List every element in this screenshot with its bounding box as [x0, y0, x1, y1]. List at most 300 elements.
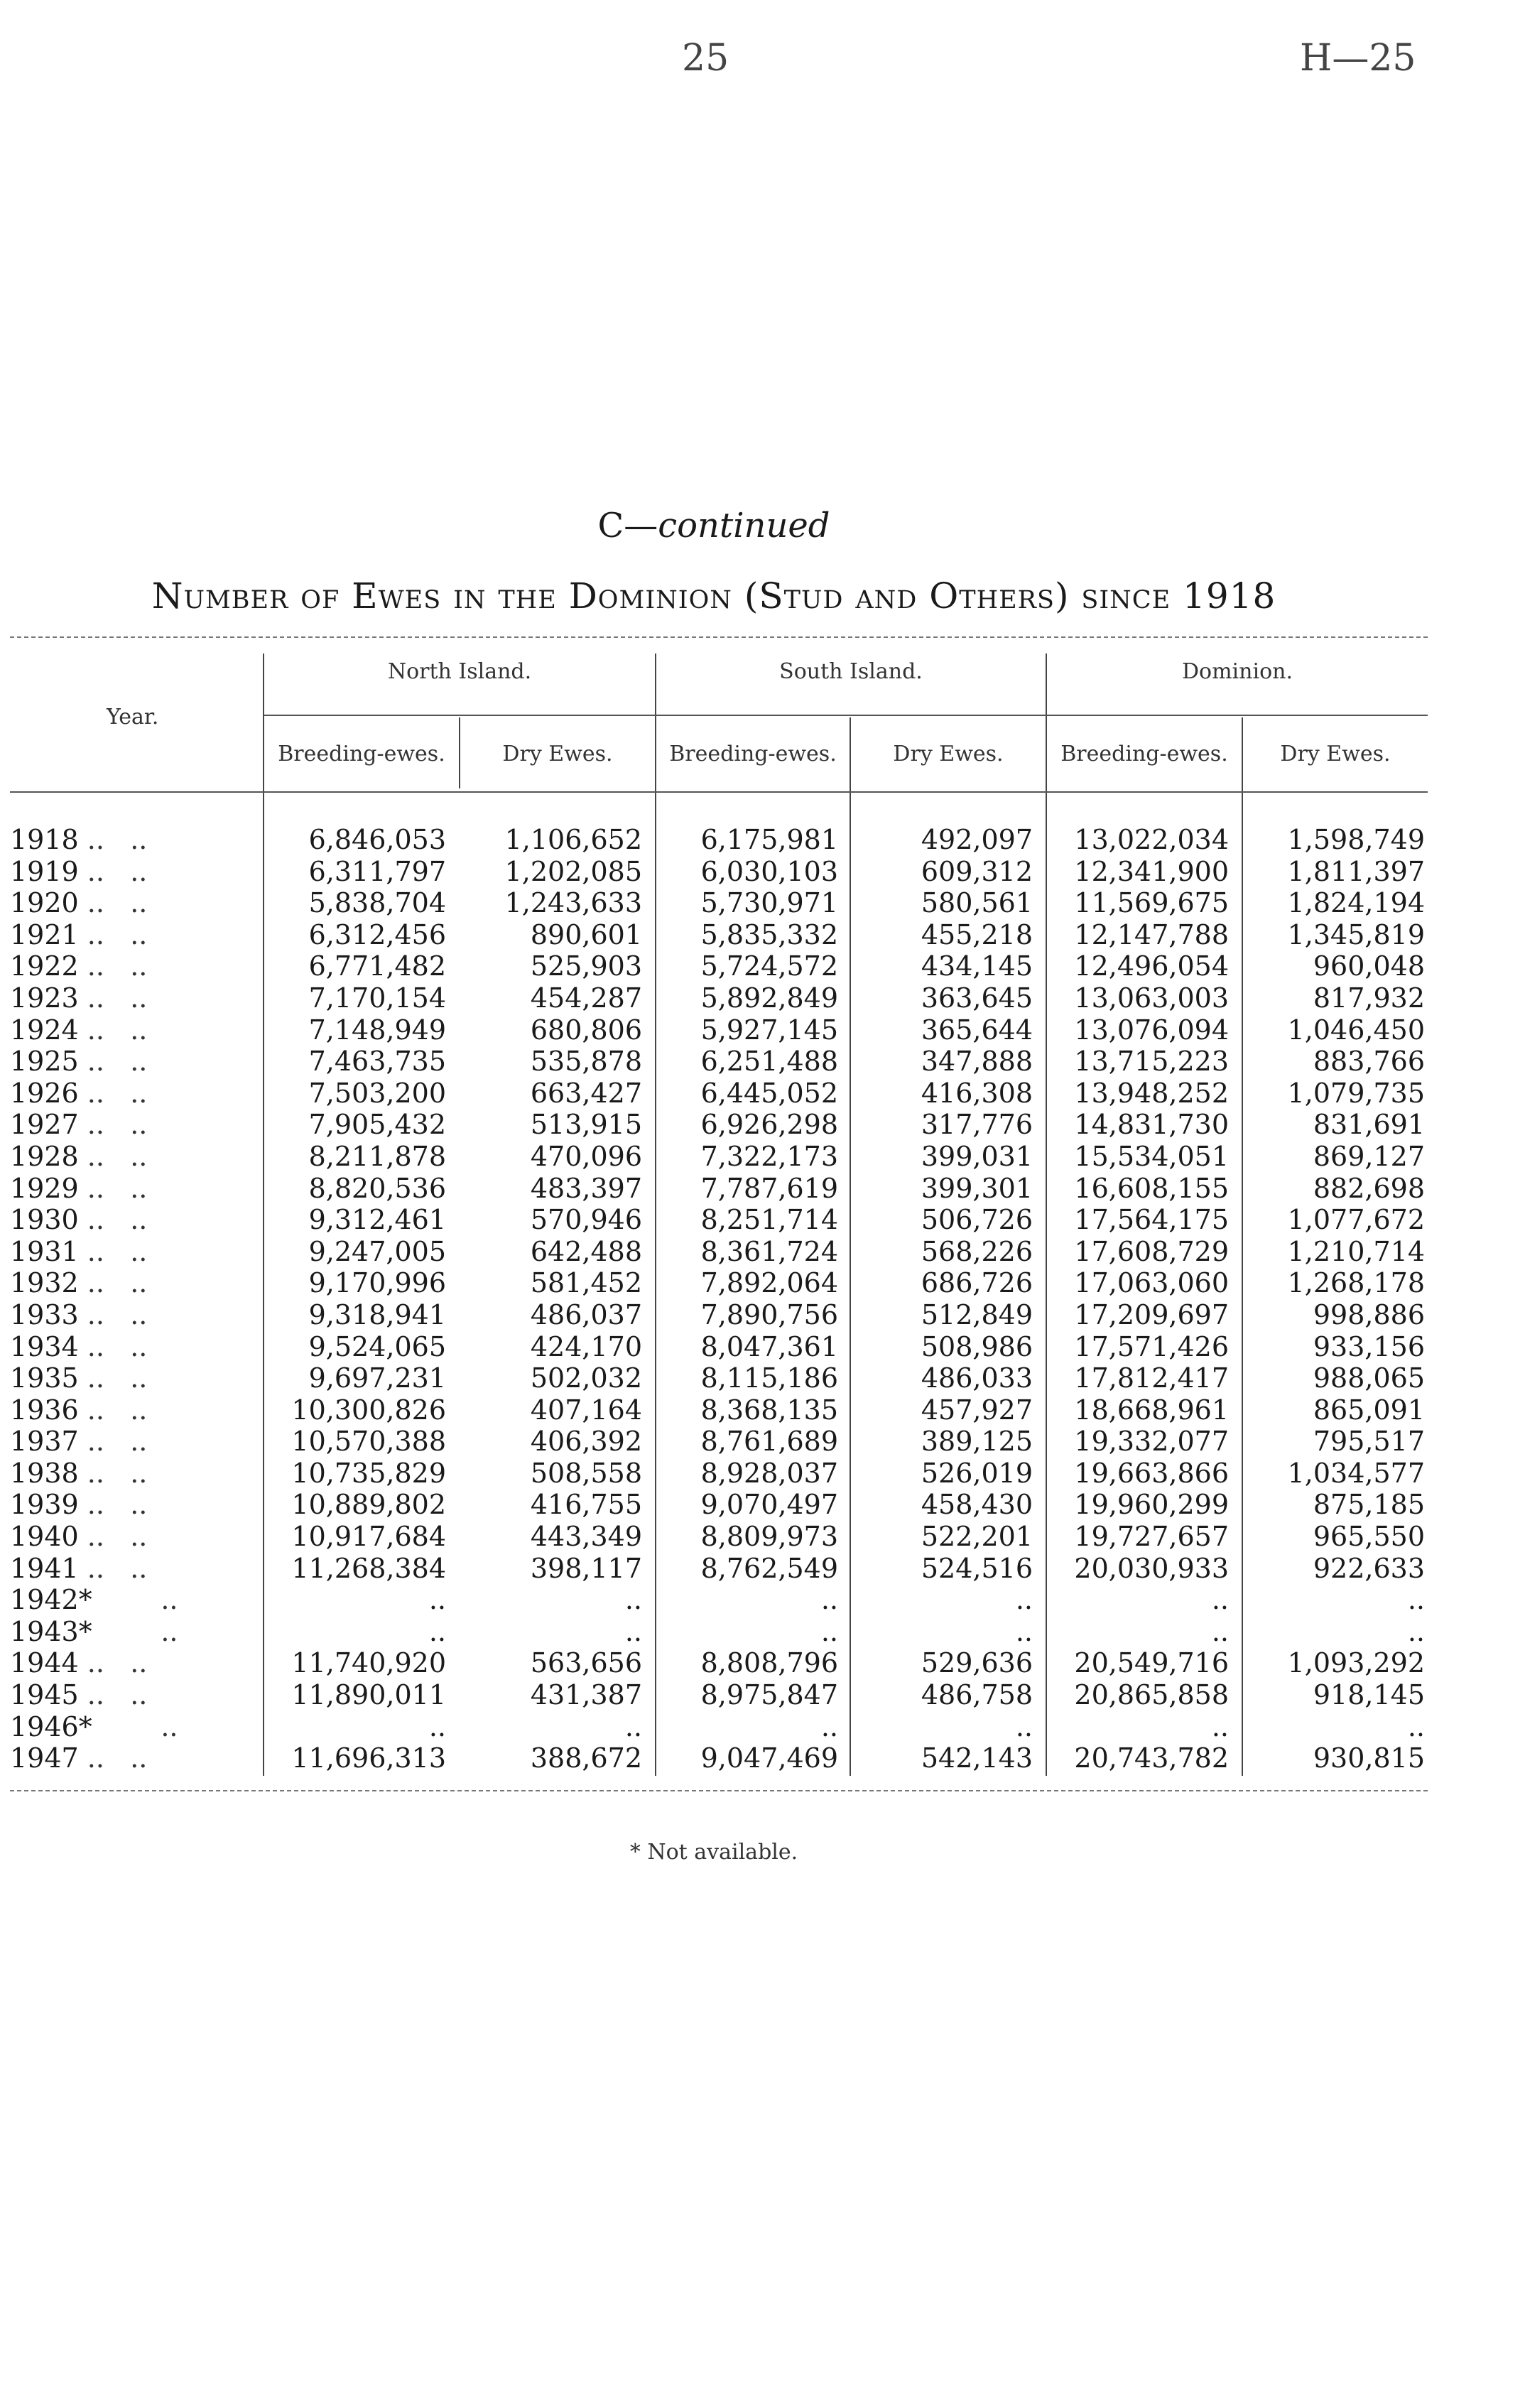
- value-cell: 9,047,469: [700, 1742, 838, 1774]
- value-cell: 1,243,633: [504, 887, 642, 919]
- leader-dots: .. ..: [78, 1172, 148, 1204]
- year-value: 1918: [10, 824, 79, 855]
- year-cell: [10, 1362, 244, 1394]
- value-cell: 19,960,299: [1074, 1489, 1229, 1521]
- leader-dots: .. ..: [78, 824, 148, 855]
- value-cell: 363,645: [921, 982, 1033, 1014]
- year-cell: [10, 1014, 244, 1046]
- group-header-dominion: Dominion.: [1182, 659, 1293, 684]
- leader-dots: .. ..: [78, 950, 148, 982]
- value-cell: 8,251,714: [700, 1204, 838, 1236]
- value-cell: 6,030,103: [700, 855, 838, 887]
- bottom-rule: [10, 1790, 1428, 1791]
- value-cell: 398,117: [530, 1552, 642, 1584]
- value-cell: 8,361,724: [700, 1235, 838, 1267]
- value-cell: 5,927,145: [700, 1014, 838, 1046]
- value-cell: 525,903: [530, 950, 642, 982]
- leader-dots: .. ..: [78, 887, 148, 919]
- leader-dots: .. ..: [78, 1394, 148, 1426]
- value-cell: 10,735,829: [291, 1457, 446, 1489]
- value-cell: ..: [428, 1584, 446, 1616]
- value-cell: 8,808,796: [700, 1647, 838, 1679]
- value-cell: 492,097: [921, 824, 1033, 855]
- subheader-north-breeding-ewes: Breeding-ewes.: [278, 742, 445, 766]
- value-cell: 389,125: [921, 1426, 1033, 1458]
- table-row: [10, 824, 1425, 856]
- value-cell: 486,758: [921, 1679, 1033, 1711]
- value-cell: 17,063,060: [1074, 1267, 1229, 1299]
- value-cell: 17,571,426: [1074, 1330, 1229, 1362]
- table-row: [10, 1141, 1425, 1173]
- value-cell: 12,341,900: [1074, 855, 1229, 887]
- value-cell: ..: [1211, 1615, 1229, 1647]
- value-cell: ..: [820, 1710, 838, 1742]
- value-cell: 663,427: [530, 1077, 642, 1109]
- value-cell: 563,656: [530, 1647, 642, 1679]
- value-cell: 1,079,735: [1287, 1077, 1425, 1109]
- leader-dots: .. ..: [78, 1298, 148, 1330]
- table-row: [10, 1426, 1425, 1458]
- year-cell: [10, 1616, 244, 1648]
- value-cell: 431,387: [530, 1679, 642, 1711]
- value-cell: 506,726: [921, 1204, 1033, 1236]
- value-cell: 529,636: [921, 1647, 1033, 1679]
- value-cell: 17,608,729: [1074, 1235, 1229, 1267]
- value-cell: 399,031: [921, 1140, 1033, 1172]
- value-cell: 7,787,619: [700, 1172, 838, 1204]
- value-cell: ..: [1407, 1584, 1425, 1616]
- value-cell: 890,601: [530, 918, 642, 950]
- value-cell: 8,368,135: [700, 1394, 838, 1426]
- value-cell: 865,091: [1313, 1394, 1425, 1426]
- value-cell: 16,608,155: [1074, 1172, 1229, 1204]
- subheader-north-dry-ewes: Dry Ewes.: [502, 742, 613, 766]
- value-cell: 1,345,819: [1287, 918, 1425, 950]
- value-cell: 883,766: [1313, 1046, 1425, 1078]
- value-cell: 10,300,826: [291, 1394, 446, 1426]
- value-cell: ..: [1407, 1615, 1425, 1647]
- table-row: [10, 1331, 1425, 1363]
- year-cell: [10, 1458, 244, 1490]
- leader-dots: .. ..: [78, 1742, 148, 1774]
- value-cell: 486,037: [530, 1298, 642, 1330]
- value-cell: 6,445,052: [700, 1077, 838, 1109]
- table-row: [10, 1489, 1425, 1521]
- value-cell: 965,550: [1313, 1521, 1425, 1553]
- value-cell: 18,668,961: [1074, 1394, 1229, 1426]
- value-cell: 1,598,749: [1287, 824, 1425, 855]
- year-cell: [10, 1426, 244, 1458]
- value-cell: 317,776: [921, 1109, 1033, 1141]
- value-cell: 12,147,788: [1074, 918, 1229, 950]
- group-underline: [264, 715, 1428, 716]
- value-cell: 1,106,652: [504, 824, 642, 855]
- value-cell: 508,986: [921, 1330, 1033, 1362]
- value-cell: 8,762,549: [700, 1552, 838, 1584]
- value-cell: 960,048: [1313, 950, 1425, 982]
- value-cell: 6,846,053: [308, 824, 446, 855]
- value-cell: 9,312,461: [308, 1204, 446, 1236]
- year-value: 1923: [10, 982, 79, 1014]
- year-cell: [10, 1331, 244, 1363]
- value-cell: 457,927: [921, 1394, 1033, 1426]
- table-row: [10, 1679, 1425, 1711]
- value-cell: 609,312: [921, 855, 1033, 887]
- value-cell: 5,892,849: [700, 982, 838, 1014]
- value-cell: 13,063,003: [1074, 982, 1229, 1014]
- leader-dots: .. ..: [78, 855, 148, 887]
- value-cell: 11,696,313: [291, 1742, 446, 1774]
- year-cell: [10, 1141, 244, 1173]
- value-cell: ..: [428, 1615, 446, 1647]
- value-cell: ..: [428, 1710, 446, 1742]
- value-cell: 7,322,173: [700, 1140, 838, 1172]
- value-cell: 443,349: [530, 1521, 642, 1553]
- table-row: [10, 1204, 1425, 1236]
- value-cell: 1,202,085: [504, 855, 642, 887]
- value-cell: ..: [1211, 1710, 1229, 1742]
- table-row: [10, 1267, 1425, 1299]
- value-cell: 1,093,292: [1287, 1647, 1425, 1679]
- value-cell: ..: [1015, 1615, 1033, 1647]
- value-cell: 20,030,933: [1074, 1552, 1229, 1584]
- value-cell: 13,076,094: [1074, 1014, 1229, 1046]
- leader-dots: .. ..: [78, 982, 148, 1014]
- value-cell: 483,397: [530, 1172, 642, 1204]
- leader-dots: .. ..: [78, 1426, 148, 1458]
- value-cell: 7,463,735: [308, 1046, 446, 1078]
- leader-dots: .. ..: [78, 1457, 148, 1489]
- table-row: [10, 1014, 1425, 1046]
- value-cell: 6,251,488: [700, 1046, 838, 1078]
- year-column-header: Year.: [107, 705, 159, 730]
- leader-dots: .. ..: [78, 1014, 148, 1046]
- subheader-dominion-breeding-ewes: Breeding-ewes.: [1060, 742, 1228, 766]
- value-cell: 1,046,450: [1287, 1014, 1425, 1046]
- value-cell: 19,727,657: [1074, 1521, 1229, 1553]
- value-cell: 8,820,536: [308, 1172, 446, 1204]
- value-cell: 6,175,981: [700, 824, 838, 855]
- year-cell: [10, 824, 244, 856]
- value-cell: 9,524,065: [308, 1330, 446, 1362]
- value-cell: 7,890,756: [700, 1298, 838, 1330]
- value-cell: 522,201: [921, 1521, 1033, 1553]
- value-cell: 526,019: [921, 1457, 1033, 1489]
- value-cell: 19,332,077: [1074, 1426, 1229, 1458]
- value-cell: 7,170,154: [308, 982, 446, 1014]
- table-row: [10, 1647, 1425, 1679]
- leader-dots: .. ..: [78, 1204, 148, 1236]
- year-value: 1933: [10, 1298, 79, 1330]
- header-bottom-rule: [10, 791, 1428, 793]
- table-body: [10, 824, 1425, 1774]
- value-cell: 502,032: [530, 1362, 642, 1394]
- leader-dots: .. ..: [78, 918, 148, 950]
- value-cell: 7,148,949: [308, 1014, 446, 1046]
- value-cell: 10,917,684: [291, 1521, 446, 1553]
- leader-dots: .. ..: [78, 1330, 148, 1362]
- value-cell: 13,948,252: [1074, 1077, 1229, 1109]
- table-row: [10, 1299, 1425, 1331]
- value-cell: 17,812,417: [1074, 1362, 1229, 1394]
- value-cell: 8,809,973: [700, 1521, 838, 1553]
- subheader-south-dry-ewes: Dry Ewes.: [893, 742, 1004, 766]
- year-cell: [10, 1742, 244, 1774]
- value-cell: 998,886: [1313, 1298, 1425, 1330]
- value-cell: 6,311,797: [308, 855, 446, 887]
- leader-dots: ..: [92, 1710, 178, 1742]
- value-cell: 1,034,577: [1287, 1457, 1425, 1489]
- year-value: 1940: [10, 1521, 79, 1553]
- value-cell: 416,308: [921, 1077, 1033, 1109]
- value-cell: 869,127: [1313, 1140, 1425, 1172]
- value-cell: 8,975,847: [700, 1679, 838, 1711]
- value-cell: ..: [1407, 1710, 1425, 1742]
- table-title: Number of Ewes in the Dominion (Stud and Others) since 1918: [151, 575, 1276, 617]
- value-cell: 470,096: [530, 1140, 642, 1172]
- value-cell: 11,268,384: [291, 1552, 446, 1584]
- page-number: 25: [682, 37, 729, 80]
- value-cell: 581,452: [530, 1267, 642, 1299]
- value-cell: 508,558: [530, 1457, 642, 1489]
- value-cell: 399,301: [921, 1172, 1033, 1204]
- year-cell: [10, 1647, 244, 1679]
- leader-dots: ..: [92, 1615, 178, 1647]
- table-row: [10, 1109, 1425, 1141]
- value-cell: 20,865,858: [1074, 1679, 1229, 1711]
- value-cell: 17,564,175: [1074, 1204, 1229, 1236]
- value-cell: 513,915: [530, 1109, 642, 1141]
- value-cell: 9,247,005: [308, 1235, 446, 1267]
- table-row: [10, 856, 1425, 888]
- top-rule: [10, 636, 1428, 638]
- value-cell: 1,210,714: [1287, 1235, 1425, 1267]
- year-value: 1944: [10, 1647, 79, 1679]
- subheader-south-breeding-ewes: Breeding-ewes.: [669, 742, 837, 766]
- year-cell: [10, 1046, 244, 1078]
- value-cell: 365,644: [921, 1014, 1033, 1046]
- year-value: 1941: [10, 1552, 79, 1584]
- leader-dots: .. ..: [78, 1140, 148, 1172]
- year-value: 1930: [10, 1204, 79, 1236]
- value-cell: 406,392: [530, 1426, 642, 1458]
- leader-dots: .. ..: [78, 1046, 148, 1078]
- value-cell: 13,022,034: [1074, 824, 1229, 855]
- year-value: 1932: [10, 1267, 79, 1299]
- value-cell: ..: [1015, 1710, 1033, 1742]
- leader-dots: .. ..: [78, 1489, 148, 1521]
- year-value: 1947: [10, 1742, 79, 1774]
- leader-dots: .. ..: [78, 1109, 148, 1141]
- value-cell: 831,691: [1313, 1109, 1425, 1141]
- year-value: 1921: [10, 918, 79, 950]
- table-row: [10, 1173, 1425, 1205]
- year-cell: [10, 950, 244, 982]
- leader-dots: .. ..: [78, 1647, 148, 1679]
- table-row: [10, 982, 1425, 1014]
- value-cell: 795,517: [1313, 1426, 1425, 1458]
- year-value: 1931: [10, 1235, 79, 1267]
- value-cell: ..: [624, 1710, 642, 1742]
- table-row: [10, 1394, 1425, 1426]
- year-cell: [10, 887, 244, 919]
- ewes-data-table: [10, 824, 1425, 1774]
- leader-dots: .. ..: [78, 1521, 148, 1553]
- year-cell: [10, 1489, 244, 1521]
- value-cell: 642,488: [530, 1235, 642, 1267]
- value-cell: 580,561: [921, 887, 1033, 919]
- value-cell: 6,926,298: [700, 1109, 838, 1141]
- value-cell: 20,743,782: [1074, 1742, 1229, 1774]
- value-cell: ..: [1015, 1584, 1033, 1616]
- year-cell: [10, 1679, 244, 1711]
- value-cell: 13,715,223: [1074, 1046, 1229, 1078]
- year-value: 1945: [10, 1679, 79, 1711]
- value-cell: 1,077,672: [1287, 1204, 1425, 1236]
- value-cell: 11,740,920: [291, 1647, 446, 1679]
- table-row: [10, 1362, 1425, 1394]
- year-value: 1920: [10, 887, 79, 919]
- table-row: [10, 1521, 1425, 1553]
- leader-dots: .. ..: [78, 1077, 148, 1109]
- page-code: H—25: [1300, 37, 1416, 80]
- year-cell: [10, 1078, 244, 1110]
- value-cell: 9,318,941: [308, 1298, 446, 1330]
- year-cell: [10, 1299, 244, 1331]
- leader-dots: .. ..: [78, 1552, 148, 1584]
- value-cell: 458,430: [921, 1489, 1033, 1521]
- leader-dots: .. ..: [78, 1267, 148, 1299]
- subheader-dominion-dry-ewes: Dry Ewes.: [1280, 742, 1391, 766]
- value-cell: 9,697,231: [308, 1362, 446, 1394]
- year-cell: [10, 1553, 244, 1585]
- year-cell: [10, 982, 244, 1014]
- value-cell: 5,724,572: [700, 950, 838, 982]
- value-cell: 568,226: [921, 1235, 1033, 1267]
- value-cell: 922,633: [1313, 1552, 1425, 1584]
- value-cell: 542,143: [921, 1742, 1033, 1774]
- year-cell: [10, 1521, 244, 1553]
- year-value: 1938: [10, 1457, 79, 1489]
- leader-dots: ..: [92, 1584, 178, 1616]
- year-value: 1946*: [10, 1710, 92, 1742]
- table-row: [10, 1553, 1425, 1585]
- value-cell: 8,115,186: [700, 1362, 838, 1394]
- year-cell: [10, 1394, 244, 1426]
- footnote: * Not available.: [629, 1840, 798, 1865]
- year-value: 1927: [10, 1109, 79, 1141]
- value-cell: 17,209,697: [1074, 1298, 1229, 1330]
- value-cell: 11,569,675: [1074, 887, 1229, 919]
- year-cell: [10, 1267, 244, 1299]
- value-cell: 1,811,397: [1287, 855, 1425, 887]
- value-cell: 347,888: [921, 1046, 1033, 1078]
- value-cell: 5,730,971: [700, 887, 838, 919]
- value-cell: 6,771,482: [308, 950, 446, 982]
- value-cell: 424,170: [530, 1330, 642, 1362]
- value-cell: 8,211,878: [308, 1140, 446, 1172]
- group-header-north-island: North Island.: [387, 659, 532, 684]
- value-cell: 12,496,054: [1074, 950, 1229, 982]
- value-cell: ..: [1211, 1584, 1229, 1616]
- year-value: 1942*: [10, 1584, 92, 1616]
- value-cell: 7,905,432: [308, 1109, 446, 1141]
- leader-dots: .. ..: [78, 1235, 148, 1267]
- value-cell: 686,726: [921, 1267, 1033, 1299]
- section-suffix: continued: [658, 506, 830, 546]
- value-cell: 524,516: [921, 1552, 1033, 1584]
- year-value: 1922: [10, 950, 79, 982]
- value-cell: 8,928,037: [700, 1457, 838, 1489]
- value-cell: 5,835,332: [700, 918, 838, 950]
- value-cell: 930,815: [1313, 1742, 1425, 1774]
- value-cell: 416,755: [530, 1489, 642, 1521]
- year-value: 1929: [10, 1172, 79, 1204]
- table-row: [10, 1078, 1425, 1110]
- year-value: 1943*: [10, 1615, 92, 1647]
- year-value: 1936: [10, 1394, 79, 1426]
- value-cell: 10,570,388: [291, 1426, 446, 1458]
- value-cell: 5,838,704: [308, 887, 446, 919]
- value-cell: 14,831,730: [1074, 1109, 1229, 1141]
- table-row: [10, 919, 1425, 951]
- value-cell: 388,672: [530, 1742, 642, 1774]
- value-cell: 455,218: [921, 918, 1033, 950]
- value-cell: 680,806: [530, 1014, 642, 1046]
- value-cell: 817,932: [1313, 982, 1425, 1014]
- value-cell: ..: [820, 1584, 838, 1616]
- year-value: 1939: [10, 1489, 79, 1521]
- leader-dots: .. ..: [78, 1362, 148, 1394]
- year-cell: [10, 1711, 244, 1743]
- year-value: 1924: [10, 1014, 79, 1046]
- table-row: [10, 1046, 1425, 1078]
- leader-dots: .. ..: [78, 1679, 148, 1711]
- value-cell: 6,312,456: [308, 918, 446, 950]
- value-cell: 570,946: [530, 1204, 642, 1236]
- table-row: [10, 1236, 1425, 1268]
- year-value: 1928: [10, 1140, 79, 1172]
- value-cell: ..: [624, 1584, 642, 1616]
- table-row: [10, 1584, 1425, 1616]
- table-row: [10, 1711, 1425, 1743]
- value-cell: 535,878: [530, 1046, 642, 1078]
- value-cell: 486,033: [921, 1362, 1033, 1394]
- value-cell: 15,534,051: [1074, 1140, 1229, 1172]
- value-cell: 19,663,866: [1074, 1457, 1229, 1489]
- year-cell: [10, 919, 244, 951]
- year-cell: [10, 1109, 244, 1141]
- value-cell: 882,698: [1313, 1172, 1425, 1204]
- year-cell: [10, 1236, 244, 1268]
- section-continued-heading: [0, 506, 1428, 546]
- year-value: 1926: [10, 1077, 79, 1109]
- table-row: [10, 950, 1425, 982]
- value-cell: ..: [624, 1615, 642, 1647]
- section-prefix: C—: [597, 506, 658, 546]
- value-cell: 11,890,011: [291, 1679, 446, 1711]
- value-cell: 1,824,194: [1287, 887, 1425, 919]
- year-cell: [10, 856, 244, 888]
- value-cell: 7,892,064: [700, 1267, 838, 1299]
- year-value: 1935: [10, 1362, 79, 1394]
- value-cell: 7,503,200: [308, 1077, 446, 1109]
- year-cell: [10, 1204, 244, 1236]
- value-cell: 8,761,689: [700, 1426, 838, 1458]
- table-row: [10, 1616, 1425, 1648]
- year-cell: [10, 1173, 244, 1205]
- table-row: [10, 1742, 1425, 1774]
